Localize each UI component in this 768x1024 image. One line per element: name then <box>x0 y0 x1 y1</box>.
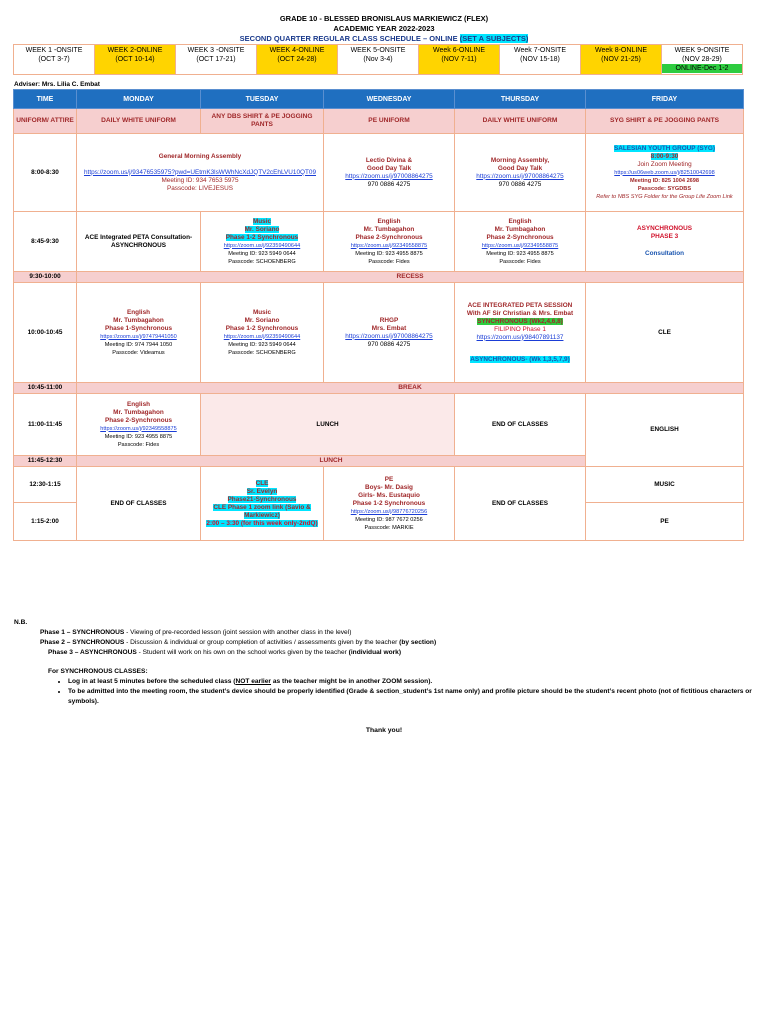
phase-3-bold: (individual work) <box>348 649 402 656</box>
cell-thu-0845 <box>455 212 586 272</box>
break-row <box>14 383 744 394</box>
zoom-link[interactable]: https://zoom.us/j/97008864275 <box>476 172 564 180</box>
cell-wed-0845 <box>324 212 455 272</box>
cell-line: Good Day Talk <box>497 164 543 172</box>
cell-wed-1000 <box>324 283 455 383</box>
recess-row <box>14 272 744 283</box>
col-time: TIME <box>14 90 77 109</box>
syg-passcode: Passcode: SYGDBS <box>637 185 692 192</box>
lunch-label: LUNCH <box>77 456 586 467</box>
cell-lunch-tue-wed: LUNCH <box>201 394 455 456</box>
zoom-link[interactable]: https://zoom.us/j/92349558875 <box>350 242 428 249</box>
cell-thu-end: END OF CLASSES <box>455 467 586 541</box>
schedule-row-0800 <box>14 134 744 212</box>
teacher-girls: Girls- Ms. Eustaquio <box>358 491 420 499</box>
teacher: Mrs. Embat <box>371 324 407 332</box>
recess-label: RECESS <box>77 272 744 283</box>
week-9-cell <box>662 45 743 75</box>
rule-text: Log in at least 5 minutes before the scheduled class ( <box>68 678 236 685</box>
subject: English <box>126 400 151 408</box>
syg-join: Join Zoom Meeting <box>637 160 692 168</box>
phase-label: PHASE 3 <box>650 233 679 240</box>
zoom-link[interactable]: https://zoom.us/j/97008864275 <box>345 172 433 180</box>
uniform-fri: SYG SHIRT & PE JOGGING PANTS <box>586 109 744 134</box>
meeting-id: Meeting ID: 923 5949 0644 <box>228 250 296 257</box>
week-dates: (OCT 3-7) <box>38 56 70 63</box>
phase-3-text: - Student will work on his own on the school works given by the teacher <box>136 649 349 656</box>
teacher-boys: Boys- Mr. Dasig <box>365 483 413 491</box>
zoom-link[interactable]: https://zoom.us/j/98776720256 <box>350 508 428 515</box>
passcode: Passcode: Fides <box>499 258 541 265</box>
cell-thu-1100: END OF CLASSES <box>455 394 586 456</box>
teacher: Mr. Tumbagahon <box>363 225 415 233</box>
syg-note: Refer to NBS SYG Folder for the Group Life Zoom Link <box>596 193 733 200</box>
time-cell: 8:00-8:30 <box>14 134 77 212</box>
week-dates: (Nov 3-4) <box>363 56 393 63</box>
phase-2-text: - Discussion & individual or group completion of activities / assessments given by the teacher <box>124 639 400 646</box>
col-monday: MONDAY <box>77 90 201 109</box>
sync-rules-list <box>14 677 759 707</box>
zoom-link[interactable]: https://zoom.us/j/92359490644 <box>223 333 301 340</box>
assembly-title: General Morning Assembly <box>158 152 242 160</box>
teacher: Sr. Evelyn <box>246 487 278 495</box>
week-7-cell <box>500 45 581 75</box>
week-label: WEEK 3 -ONSITE <box>187 47 245 54</box>
time-cell: 10:00-10:45 <box>14 283 77 383</box>
header-schedule-main: SECOND QUARTER REGULAR CLASS SCHEDULE – ONLINE <box>239 34 460 43</box>
header-schedule-title <box>0 34 768 44</box>
cell-mon-end: END OF CLASSES <box>77 467 201 541</box>
cell-fri-syg <box>586 134 744 212</box>
rule-text: as the teacher might be in another ZOOM session). <box>271 678 433 685</box>
sync-rule-identify: • To be admitted into the meeting room, the student’s device should be properly identified (Grade & section_student’s 1st name only) and profile picture should be the student’s recent photo (not of fictitious characters or symbols). <box>68 687 759 707</box>
cell-general-assembly <box>77 134 324 212</box>
teacher: Mr. Soriano <box>244 316 280 324</box>
cell-mon-1000 <box>77 283 201 383</box>
passcode: Passcode: MARKIE <box>364 524 414 531</box>
cell-thu-1000 <box>455 283 586 383</box>
cle-note-time: 2:00 – 3:30 (for this week only-2ndQ) <box>206 519 318 527</box>
week-5-cell <box>338 45 419 75</box>
week-dates: (NOV 15-18) <box>520 56 560 63</box>
meeting-id: Meeting ID: 974 7944 1050 <box>104 341 173 348</box>
syg-title: SALESIAN YOUTH GROUP (SYG) <box>614 144 715 152</box>
col-friday: FRIDAY <box>586 90 744 109</box>
subject: English <box>377 217 401 225</box>
week-label: WEEK 1 -ONSITE <box>25 47 83 54</box>
week-dates: (OCT 24-28) <box>277 56 317 63</box>
thank-you: Thank you! <box>365 727 403 734</box>
time-cell: 8:45-9:30 <box>14 212 77 272</box>
cell-fri-1000: CLE <box>586 283 744 383</box>
subject: RHGP <box>379 316 399 324</box>
note-phase-3 <box>14 648 759 658</box>
zoom-link[interactable]: https://zoom.us/j/92359490644 <box>223 242 301 249</box>
passcode: Passcode: SCHOENBERG <box>228 349 296 356</box>
meeting-id: Meeting ID: 923 4955 8875 <box>104 433 173 440</box>
teacher: Mr. Tumbagahon <box>113 408 164 416</box>
phase: Phase 2-Synchronous <box>355 233 423 241</box>
meeting-id: Meeting ID: 923 4955 8875 <box>486 250 554 257</box>
phase: Phase 2-Synchronous <box>486 233 554 241</box>
subject: English <box>508 217 532 225</box>
break-label: BREAK <box>77 383 744 394</box>
filipino-phase: FILIPINO Phase 1 <box>494 325 546 333</box>
zoom-link[interactable]: https://zoom.us/j/97479441050 <box>100 333 177 340</box>
schedule-row-1100 <box>14 394 744 456</box>
week-dates: (OCT 10-14) <box>115 56 155 63</box>
note-phase-1 <box>14 628 759 638</box>
cell-tue-0845 <box>201 212 324 272</box>
cell-wed-0800 <box>324 134 455 212</box>
week-6-cell <box>419 45 500 75</box>
week-label: Week 7-ONSITE <box>514 47 566 54</box>
col-tuesday: TUESDAY <box>201 90 324 109</box>
week-extra: ONLINE-Dec 1-2 <box>662 64 742 73</box>
time-cell: 1:15-2:00 <box>14 503 77 541</box>
subject: English <box>126 308 151 316</box>
week-label: WEEK 9-ONSITE <box>674 47 730 54</box>
schedule-row-0845 <box>14 212 744 272</box>
header-set-tag: (SET A SUBJECTS) <box>459 34 529 43</box>
week-label: Week 8-ONLINE <box>595 47 647 54</box>
week-label: Week 6-ONLINE <box>433 47 485 54</box>
cell-fri-music: MUSIC <box>586 467 744 503</box>
meeting-id: Meeting ID: 923 4955 8875 <box>355 250 423 257</box>
subject: PE <box>384 475 394 483</box>
meeting-id: Meeting ID: 987 7672 0256 <box>355 516 423 523</box>
week-label: WEEK 2-ONLINE <box>107 47 163 54</box>
syg-time: 8:00-9:30 <box>650 152 679 160</box>
week-1-cell <box>14 45 95 75</box>
cell-fri-english: ENGLISH <box>586 394 744 467</box>
week-3-cell <box>176 45 257 75</box>
schedule-row-1230 <box>14 467 744 503</box>
subject: Music <box>252 217 272 225</box>
zoom-link[interactable]: https://zoom.us/j/92349558875 <box>481 242 559 249</box>
zoom-link[interactable]: https://zoom.us/j/92349558875 <box>100 425 177 432</box>
passcode: Passcode: SCHOENBERG <box>228 258 296 265</box>
phase-2-label: Phase 2 – SYNCHRONOUS <box>40 639 125 646</box>
week-dates: (OCT 17-21) <box>196 56 236 63</box>
cell-tue-cle <box>201 467 324 541</box>
peta-sync-weeks: SYNCHRONOUS (Wk2,4,6,8) <box>477 317 563 325</box>
syg-meeting-id: Meeting ID: 825 1004 2698 <box>629 177 700 184</box>
sync-title: For SYNCHRONOUS CLASSES: <box>48 668 148 675</box>
week-2-cell <box>95 45 176 75</box>
cle-note: CLE Phase 1 zoom link (Savio & Markiewicz) <box>213 503 311 519</box>
time-cell: 11:00-11:45 <box>14 394 77 456</box>
phase-1-text: - Viewing of pre-recorded lesson (joint session with another class in the level) <box>124 629 352 636</box>
async-label: ASYNCHRONOUS <box>636 225 693 232</box>
col-wednesday: WEDNESDAY <box>324 90 455 109</box>
uniform-mon: DAILY WHITE UNIFORM <box>77 109 201 134</box>
assembly-passcode: Passcode: LIVEJESUS <box>166 184 234 192</box>
uniform-wed: PE UNIFORM <box>324 109 455 134</box>
meeting-id: 970 0886 4275 <box>367 180 411 188</box>
uniform-tue: ANY DBS SHIRT & PE JOGGING PANTS <box>201 109 324 134</box>
uniform-thu: DAILY WHITE UNIFORM <box>455 109 586 134</box>
week-dates: (NOV 28-29) <box>682 56 722 63</box>
assembly-meeting-id: Meeting ID: 934 7653 5975 <box>161 176 239 184</box>
uniform-label: UNIFORM/ ATTIRE <box>14 109 77 134</box>
notes-section <box>14 618 759 707</box>
week-label: WEEK 5-ONSITE <box>350 47 406 54</box>
peta-teachers: With AF Sir Christian & Mrs. Embat <box>466 309 574 317</box>
notes-nb: N.B. <box>14 619 28 626</box>
weeks-table <box>13 44 743 75</box>
schedule-table <box>13 89 744 541</box>
teacher: Mr. Soriano <box>244 225 280 233</box>
time-cell: 10:45-11:00 <box>14 383 77 394</box>
time-cell: 9:30-10:00 <box>14 272 77 283</box>
schedule-row-1000 <box>14 283 744 383</box>
meeting-id: 970 0886 4275 <box>498 180 542 188</box>
peta-title: ACE INTEGRATED PETA SESSION <box>467 301 573 309</box>
cell-fri-pe: PE <box>586 503 744 541</box>
passcode: Passcode: Videamus <box>112 349 165 356</box>
consultation-label: Consultation <box>644 250 685 257</box>
cell-line: Morning Assembly, <box>490 156 550 164</box>
zoom-link[interactable]: https://zoom.us/j/98407891137 <box>476 333 564 341</box>
week-4-cell <box>257 45 338 75</box>
meeting-id: Meeting ID: 923 5949 0644 <box>228 341 296 348</box>
week-dates: (NOV 21-25) <box>601 56 641 63</box>
col-thursday: THURSDAY <box>455 90 586 109</box>
adviser-label: Adviser: Mrs. Lilia C. Embat <box>14 81 100 88</box>
cell-line: Good Day Talk <box>366 164 412 172</box>
sync-rule-login <box>68 677 759 687</box>
weeks-row <box>14 45 743 75</box>
uniform-row <box>14 109 744 134</box>
time-cell: 11:45-12:30 <box>14 456 77 467</box>
cell-mon-0845: ACE Integrated PETA Consultation-ASYNCHRONOUS <box>77 212 201 272</box>
rule-underline: NOT earlier <box>235 678 272 685</box>
cell-wed-pe <box>324 467 455 541</box>
time-cell: 12:30-1:15 <box>14 467 77 503</box>
schedule-header-row <box>14 90 744 109</box>
teacher: Mr. Tumbagahon <box>494 225 546 233</box>
peta-async-weeks: ASYNCHRONOUS- (Wk 1,3,5,7,9) <box>470 355 570 363</box>
phase: Phase 1-2 Synchronous <box>225 324 299 332</box>
phase-1-label: Phase 1 – SYNCHRONOUS <box>40 629 125 636</box>
header-academic-year: ACADEMIC YEAR 2022-2023 <box>333 24 435 33</box>
cell-thu-0800 <box>455 134 586 212</box>
meeting-id: 970 0886 4275 <box>367 340 411 348</box>
teacher: Mr. Tumbagahon <box>113 316 164 324</box>
subject: Music <box>252 308 272 316</box>
note-phase-2 <box>14 638 759 648</box>
passcode: Passcode: Fides <box>117 441 160 448</box>
assembly-zoom-link[interactable]: https://zoom.us/j/93476535975?pwd=UEtmK3lsWWhNcXdJQTV2cEhLVU10QT09 <box>83 168 316 176</box>
phase-3-label: Phase 3 – ASYNCHRONOUS <box>48 649 137 656</box>
phase-2-bold: (by section) <box>399 639 437 646</box>
cell-mon-1100 <box>77 394 201 456</box>
week-label: WEEK 4-ONLINE <box>269 47 325 54</box>
subject: CLE <box>255 479 269 487</box>
phase: Phase 1-2 Synchronous <box>352 499 426 507</box>
passcode: Passcode: Fides <box>368 258 410 265</box>
phase: Phase 1-2 Synchronous <box>225 233 299 241</box>
week-dates: (NOV 7-11) <box>441 56 477 63</box>
phase: Phase21-Synchronous <box>227 495 297 503</box>
phase: Phase 1-Synchronous <box>104 324 173 332</box>
cell-fri-0845 <box>586 212 744 272</box>
phase: Phase 2-Synchronous <box>104 416 173 424</box>
zoom-link[interactable]: https://zoom.us/j/97008864275 <box>345 332 433 340</box>
cell-line: Lectio Divina & <box>365 156 413 164</box>
cell-tue-1000 <box>201 283 324 383</box>
syg-zoom-link[interactable]: https://us06web.zoom.us/j/82510042698 <box>614 169 715 176</box>
week-8-cell <box>581 45 662 75</box>
header-grade: GRADE 10 - BLESSED BRONISLAUS MARKIEWICZ (FLEX) <box>279 14 489 23</box>
